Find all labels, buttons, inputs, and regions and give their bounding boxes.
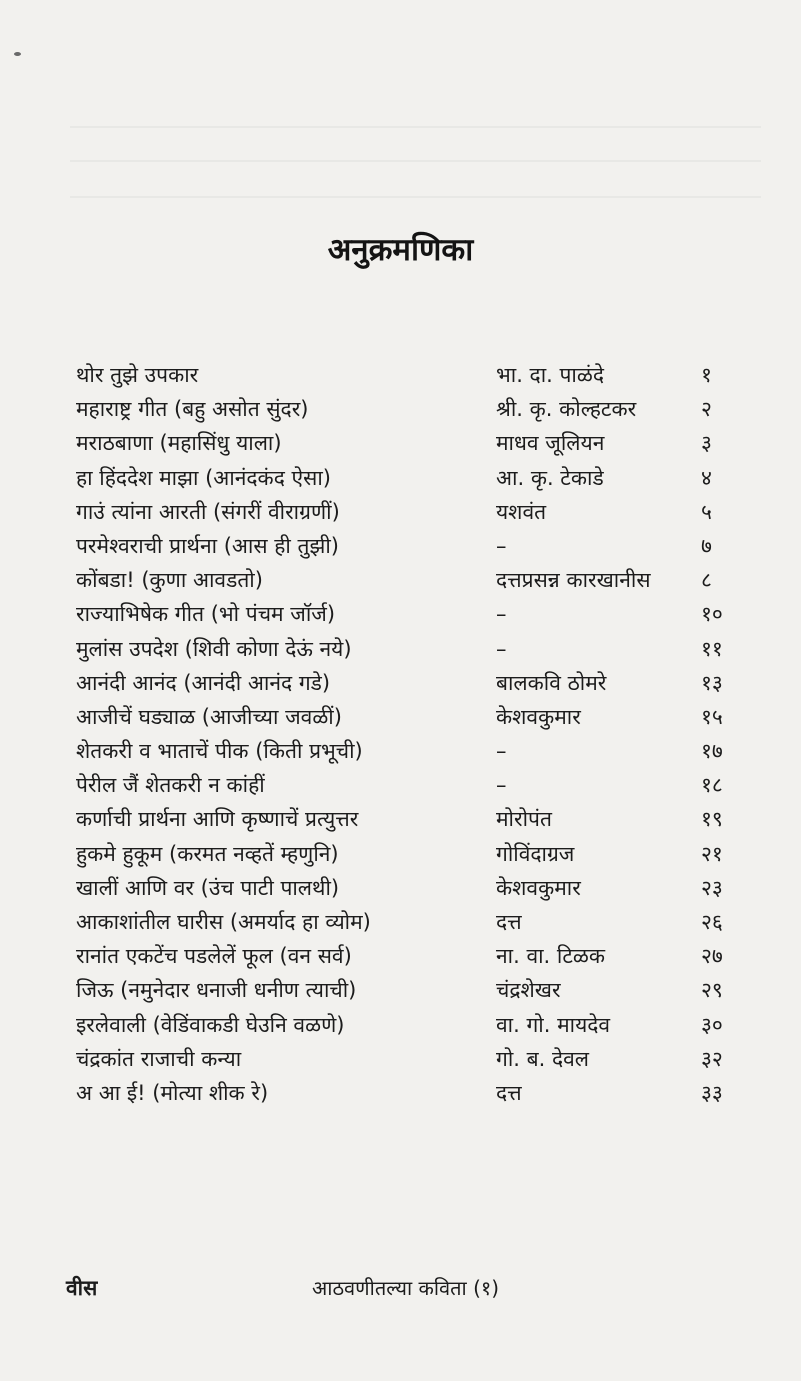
- page-number: १: [701, 363, 712, 387]
- poem-title: अ आ ई! (मोत्या शीक रे): [76, 1080, 269, 1105]
- poet-name: आ. कृ. टेकाडे: [496, 465, 604, 490]
- toc-entry: [76, 768, 741, 802]
- poem-title: आनंदी आनंद (आनंदी आनंद गडे): [76, 670, 331, 695]
- poet-name: माधव जूलियन: [496, 431, 605, 456]
- page-number: १८: [701, 773, 723, 798]
- poem-title: पेरील जैं शेतकरी न कांहीं: [76, 773, 265, 798]
- poem-title: परमेश्वराची प्रार्थना (आस ही तुझी): [76, 533, 339, 558]
- poem-title: शेतकरी व भाताचें पीक (किती प्रभूची): [76, 739, 363, 764]
- page-number: २: [701, 397, 712, 422]
- toc-entry: [76, 939, 741, 973]
- poem-title: चंद्रकांत राजाची कन्या: [76, 1046, 242, 1071]
- poet-name: –: [496, 739, 507, 764]
- poet-name: चंद्रशेखर: [496, 978, 561, 1003]
- poet-name: बालकवि ठोमरे: [496, 670, 607, 695]
- poem-title: मुलांस उपदेश (शिवी कोणा देऊं नये): [76, 636, 352, 661]
- page-number: ३०: [701, 1012, 723, 1037]
- poem-title: गाउं त्यांना आरती (संगरीं वीराग्रणीं): [76, 499, 340, 524]
- page-number: ३: [701, 431, 712, 456]
- toc-entry: [76, 392, 741, 426]
- toc-entry: [76, 461, 741, 495]
- page-number: २१: [701, 841, 723, 866]
- toc-entry: [76, 666, 741, 700]
- poet-name: दत्त: [496, 910, 522, 934]
- toc-entry: [76, 700, 741, 734]
- page-number: ७: [701, 533, 712, 558]
- page-number: ८: [701, 568, 712, 593]
- toc-entry: [76, 837, 741, 871]
- toc-entry: [76, 1008, 741, 1042]
- poem-title: इरलेवाली (वेडिंवाकडी घेउनि वळणे): [76, 1012, 345, 1037]
- toc-entry: [76, 563, 741, 597]
- poem-title: राज्याभिषेक गीत (भो पंचम जॉर्ज): [76, 602, 336, 627]
- poet-name: भा. दा. पाळंदे: [496, 363, 604, 387]
- poet-name: –: [496, 773, 507, 798]
- table-of-contents: [76, 358, 741, 1110]
- toc-entry: [76, 802, 741, 836]
- poet-name: केशवकुमार: [496, 875, 581, 900]
- poem-title: खालीं आणि वर (उंच पाटी पालथी): [76, 875, 340, 900]
- poet-name: केशवकुमार: [496, 704, 581, 729]
- page-number: १५: [701, 704, 723, 729]
- poem-title: कोंबडा! (कुणा आवडतो): [76, 568, 263, 593]
- page-title: अनुक्रमणिका: [327, 232, 474, 268]
- poem-title: आजीचें घड्याळ (आजीच्या जवळीं): [76, 704, 342, 729]
- page-number: २३: [701, 875, 723, 900]
- page-number: १७: [701, 739, 723, 764]
- poet-name: दत्तप्रसन्न कारखानीस: [496, 568, 651, 593]
- poet-name: गो. ब. देवल: [496, 1046, 590, 1071]
- page-number: ११: [701, 636, 723, 661]
- poet-name: गोविंदाग्रज: [496, 841, 575, 866]
- poet-name: ना. वा. टिळक: [496, 944, 606, 969]
- page-number: २९: [701, 978, 723, 1003]
- page-number: १०: [701, 602, 723, 627]
- poet-name: –: [496, 533, 507, 558]
- toc-entry: [76, 734, 741, 768]
- page-number: ३२: [701, 1046, 723, 1071]
- page-number: ५: [701, 499, 712, 524]
- poem-title: थोर तुझे उपकार: [76, 363, 199, 387]
- toc-entry: [76, 871, 741, 905]
- poet-name: यशवंत: [496, 499, 547, 524]
- poem-title: हा हिंददेश माझा (आनंदकंद ऐसा): [76, 465, 331, 490]
- toc-entry: [76, 358, 741, 392]
- page-number: ४: [701, 465, 712, 490]
- toc-entry: [76, 973, 741, 1007]
- running-book-title: आठवणीतल्या कविता (१): [312, 1276, 500, 1300]
- toc-entry: [76, 495, 741, 529]
- poem-title: मराठबाणा (महासिंधु याला): [76, 431, 282, 456]
- show-through-line: [70, 126, 761, 128]
- poem-title: जिऊ (नमुनेदार धनाजी धनीण त्याची): [76, 978, 357, 1003]
- show-through-line: [70, 160, 761, 162]
- show-through-line: [70, 196, 761, 198]
- toc-entry: [76, 529, 741, 563]
- page-number: १९: [701, 807, 723, 832]
- poet-name: –: [496, 602, 507, 627]
- toc-entry: [76, 1042, 741, 1076]
- ink-speck: [14, 52, 21, 56]
- toc-entry: [76, 1076, 741, 1110]
- poem-title: आकाशांतील घारीस (अमर्याद हा व्योम): [76, 910, 371, 934]
- page-number: २६: [701, 910, 723, 934]
- page-number: ३३: [701, 1080, 723, 1105]
- poem-title: कर्णाची प्रार्थना आणि कृष्णाचें प्रत्युत्तर: [76, 807, 359, 832]
- poet-name: –: [496, 636, 507, 661]
- page-number-label: वीस: [66, 1276, 98, 1300]
- page-number: २७: [701, 944, 723, 969]
- toc-entry: [76, 597, 741, 631]
- poem-title: रानांत एकटेंच पडलेलें फूल (वन सर्व): [76, 944, 352, 969]
- poem-title: हुकमे हुकूम (करमत नव्हतें म्हणुनि): [76, 841, 339, 866]
- toc-entry: [76, 632, 741, 666]
- poet-name: श्री. कृ. कोल्हटकर: [496, 397, 637, 422]
- poet-name: मोरोपंत: [496, 807, 552, 832]
- toc-entry: [76, 426, 741, 460]
- toc-entry: [76, 905, 741, 939]
- poet-name: वा. गो. मायदेव: [496, 1012, 611, 1037]
- poet-name: दत्त: [496, 1080, 522, 1105]
- page-number: १३: [701, 670, 723, 695]
- poem-title: महाराष्ट्र गीत (बहु असोत सुंदर): [76, 397, 309, 422]
